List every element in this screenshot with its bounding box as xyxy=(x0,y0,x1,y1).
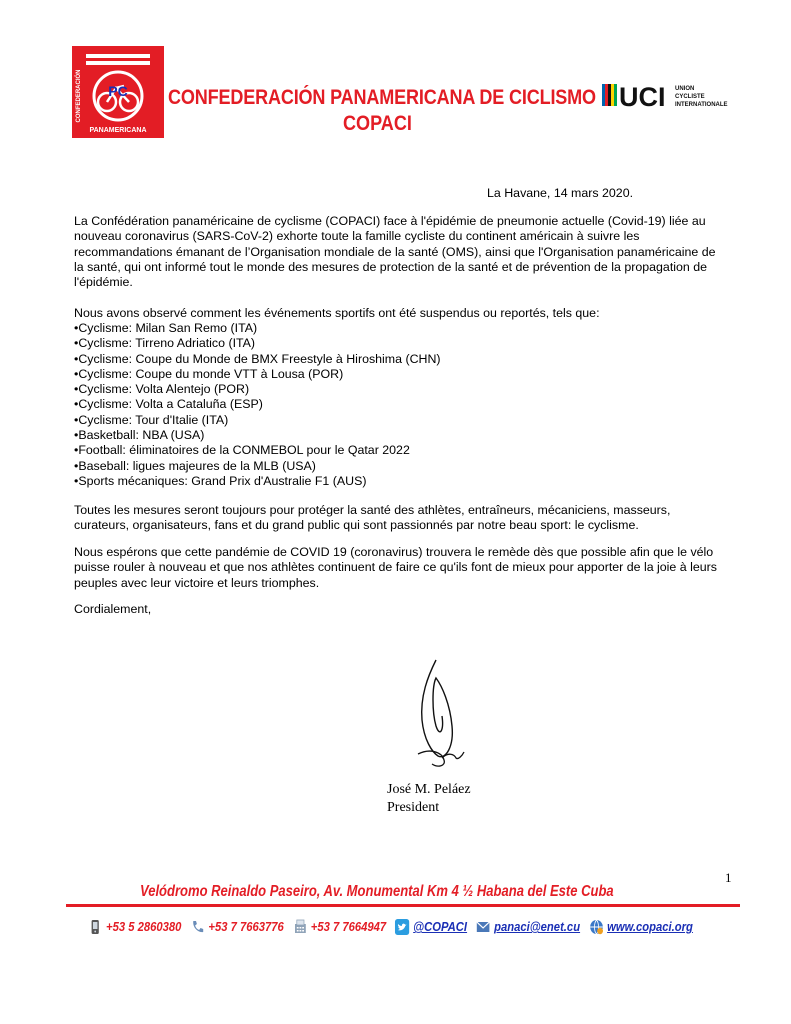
fax-contact xyxy=(293,919,386,935)
fax-machine-icon xyxy=(293,919,307,935)
twitter-handle-link[interactable]: @COPACI xyxy=(413,920,468,934)
paragraph-measures: Toutes les mesures seront toujours pour protéger la santé des athlètes, entraîneurs, mécaniciens, masseurs, curateurs, organisateurs, fans et du grand public qui sont passionnés par notre beau sport: le cyclisme. xyxy=(74,503,671,533)
copaci-logo xyxy=(72,46,164,138)
list-item: • Cyclisme: Milan San Remo (ITA) xyxy=(74,321,441,336)
list-item: • Sports mécaniques: Grand Prix d'Australie F1 (AUS) xyxy=(74,474,441,489)
page-number: 1 xyxy=(725,870,732,885)
mobile-contact xyxy=(88,919,181,935)
uci-line-2: CYCLISTE xyxy=(675,94,705,100)
list-item: • Cyclisme: Volta Alentejo (POR) xyxy=(74,382,441,397)
signature-image xyxy=(402,656,482,776)
list-item: • Cyclisme: Coupe du monde VTT à Lousa (POR) xyxy=(74,367,441,382)
uci-rainbow-icon xyxy=(602,80,732,112)
logo-text-top: CONFEDERACIÓN xyxy=(76,69,82,123)
list-item: • Cyclisme: Volta a Cataluña (ESP) xyxy=(74,397,441,412)
footer-contacts xyxy=(88,917,702,937)
organization-name: CONFEDERACIÓN PANAMERICANA DE CICLISMO xyxy=(168,86,596,109)
list-item: • Cyclisme: Tour d'Italie (ITA) xyxy=(74,413,441,428)
copaci-emblem-icon xyxy=(72,46,164,138)
letter-date: La Havane, 14 mars 2020. xyxy=(487,186,634,200)
phone-number: +53 7 7663776 xyxy=(208,920,284,934)
paragraph-events-intro: Nous avons observé comment les événements sportifs ont été suspendus ou reportés, tels que: xyxy=(74,306,600,320)
list-item: • Cyclisme: Coupe du Monde de BMX Freestyle à Hiroshima (CHN) xyxy=(74,352,441,367)
footer-divider xyxy=(66,904,740,907)
letter-closing: Cordialement, xyxy=(74,602,152,616)
envelope-icon xyxy=(476,919,490,935)
logo-text-bottom: PANAMERICANA xyxy=(89,127,147,134)
fax-number: +53 7 7664947 xyxy=(310,920,387,934)
mobile-number: +53 5 2860380 xyxy=(106,920,182,934)
footer-address: Velódromo Reinaldo Paseiro, Av. Monumental Km 4 ½ Habana del Este Cuba xyxy=(140,883,614,900)
list-item: • Cyclisme: Tirreno Adriatico (ITA) xyxy=(74,336,441,351)
list-item: • Basketball: NBA (USA) xyxy=(74,428,441,443)
telephone-handset-icon xyxy=(190,919,204,935)
email-contact[interactable] xyxy=(476,919,580,935)
uci-line-3: INTERNATIONALE xyxy=(675,102,728,108)
events-list xyxy=(74,321,441,489)
paragraph-intro: La Confédération panaméricaine de cyclisme (COPACI) face à l'épidémie de pneumonie actuelle (Covid-19) liée au nouveau coronavirus (SARS-CoV-2) exhorte toute la famille cycliste du continent américain à suivre les recommandations émanant de l’Organisation mondiale de la santé (OMS), ainsi que l'Organisation panaméricaine de la santé, qui ont informé tout le monde des mesures de protection de la santé et de prévention de la propagation de l'épidémie. xyxy=(74,214,716,290)
uci-logo xyxy=(602,80,732,112)
website-contact[interactable] xyxy=(589,919,693,935)
twitter-bird-icon xyxy=(395,919,409,935)
paragraph-hope: Nous espérons que cette pandémie de COVID 19 (coronavirus) trouvera le remède dès que possible afin que le vélo puisse rouler à nouveau et que nos athlètes continuent de faire ce qu'ils font de mieux pour apporter de la joie à leurs peuples avec leur victoire et leurs triomphes. xyxy=(74,545,717,590)
signer-name: José M. Peláez xyxy=(387,782,471,797)
uci-letters: UCI xyxy=(619,82,666,112)
list-item: • Baseball: ligues majeures de la MLB (USA) xyxy=(74,459,441,474)
handwritten-signature-icon xyxy=(402,656,482,776)
signer-role: President xyxy=(387,800,440,815)
website-link[interactable]: www.copaci.org xyxy=(607,920,693,934)
uci-line-1: UNION xyxy=(675,86,695,92)
twitter-contact[interactable] xyxy=(395,919,467,935)
organization-abbreviation: COPACI xyxy=(343,112,412,135)
list-item: • Football: éliminatoires de la CONMEBOL pour le Qatar 2022 xyxy=(74,443,441,458)
phone-contact xyxy=(190,919,283,935)
mobile-phone-icon xyxy=(88,919,102,935)
logo-emblem-letters: PC xyxy=(108,83,128,99)
globe-web-icon xyxy=(589,919,603,935)
email-link[interactable]: panaci@enet.cu xyxy=(494,920,581,934)
